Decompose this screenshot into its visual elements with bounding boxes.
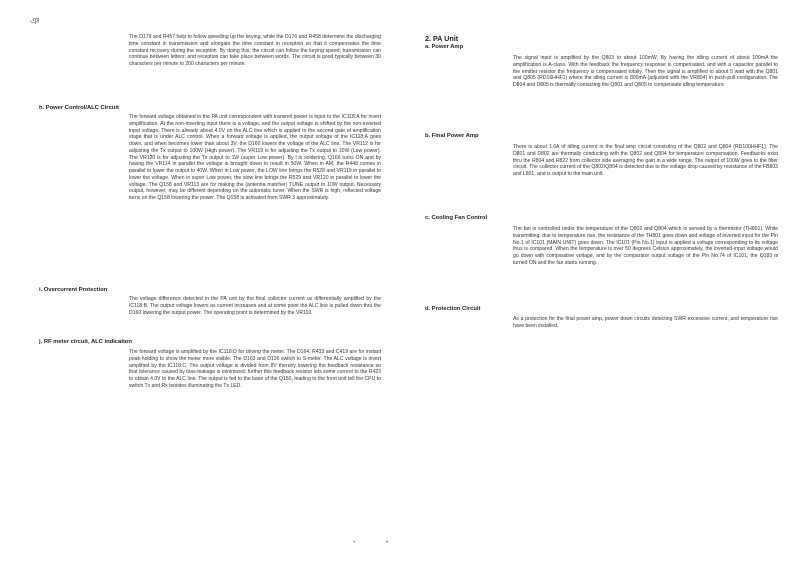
section-body-power-control: The forward voltage obtained in the PA unit correspondent with transmit power is input to the IC118:A for invert amplification. At the non-inverting input there is a voltage, and the output voltage is shifted by the non-inverted input voltage. There is already about 4.0V on the ALC line which is applied to the second gate of amplification stage that is under ALC control. When a forward voltage is applied, the output voltage of the IC118:A goes down, and when becomes lower than about 3V, the D160 lowers the voltage of the ALC line. The VR112 is for adjusting the Tx output to 100W (High power). The VR119 is for adjusting the Tx output to 10W (Low power). The VR120 is for adjusting the Tx output to 1W (super Low power). By l is soldering, Q166 turns ON and by having the VR114 in parallel the voltage is brought down to result in 50W. When in AM, the R448 comes in parallel to lower the output to 40W. When in Low power, the LOW line brings the R528 and VR119 in parallel to lower the voltage. When in super Low power, the slow line brings the R529 and VR120 in parallel to lower the voltage. The Q158 and VR113 are for making the (antenna matcher) TUNE output to 10W output. Necessary output, however, may be different depending on the automatic tuner. When the SWR is high, reflected voltage turns on the Q158 lowering the power. The Q158 is activated from SWR 3 approximately. (129, 114, 381, 201)
section-body-rf-meter: The forward voltage is amplified by the IC118:D for driving the meter. The D164, R433 and C419 are for instant peak-holding to show the meter more visible. The D163 and D136 switch to S-meter. The ALC voltage is invert amplified by the IC118:C. The output voltage is divided from 8V thereby lowering the feedback resistance so that tolerance caused by bias-leakage is minimized; further this feedback resistor lets some current to the R423 to obtain 4.0V to the ALC line. The output is fed to the base of the Q150, leading to the front unit tell the CPU to switch Tx and Rx besides illuminating the Tx LED. (129, 349, 381, 389)
intro-paragraph: The D179 and R457 help to follow speeding up the keying, while the D176 and R458 determine the discharging time constant in transmission and elongate the time constant in reception so that it compensates the time constant recovery during the reception. By doing this, the circuit can follow the keying speed; transmission can continue between letters; and reception can take place between words. The circuit is good typically between 30 characters per minute to 200 characters per minute. (129, 34, 381, 67)
section-heading-overcurrent: i. Overcurrent Protection (39, 287, 108, 293)
section-body-protection: As a protection for the final power amp, power down circuits detecting SWR excessive current, and temperature rise have been installed. (513, 316, 778, 329)
section-heading-protection: d. Protection Circuit (425, 306, 481, 312)
section-body-overcurrent: The voltage difference detected in the PA unit by the final collector current us differentially amplified by the IC118:B. The output voltage lowers as current increases and at some point the ALC line is pulled down thru the D160 lowering the output power. The operating point is determined by the VR110. (129, 296, 381, 316)
section-heading-power-amp: a. Power Amp (425, 44, 464, 50)
section-heading-rf-meter: j. RF meter circuit, ALC indication (39, 339, 132, 345)
section-body-final-power-amp: There is about 1.6A of idling current in the final amp circuit consisting of the Q802 and Q804 (RD100HHF1). The D801 and D802 are thermally conducting with the Q802 and Q804 for temperature compensation. Feedbacks exist thru the R804 and R822 from collector side averaging the gain in a wide range. The output of 100W goes to the filter circuit. The collector current of the Q802/Q804 is detected due to the voltage drop caused by resistance of the FB803 and L801, and is output to the main unit. (513, 144, 778, 177)
corner-mark: ঞ (30, 16, 40, 26)
section-body-cooling-fan: The fan is controlled under the temperature of the Q802 and Q804 which is sensed by a thermistor (TH801). While transmitting, due to temperature rise, the resistance of the TH801 goes down and voltage of inverted input for the Pin No.1 of IC101 (MAIN UNIT) goes down. The IC101 (Pin No.1) input is applied a voltage corresponding to its voltage thus is compared. When the temperature is over 50 degrees Celsius approximately, the inverted-input voltage would go down with comparative voltage, and by the comparator output voltage of the Pin No.74 of IC101, the Q183 is turned ON and the fan starts running. (513, 226, 778, 266)
section-heading-final-power-amp: b. Final Power Amp (425, 133, 479, 139)
section-heading-power-control: h. Power Control/ALC Circuit (39, 105, 119, 111)
section-heading-cooling-fan: c. Cooling Fan Control (425, 215, 488, 221)
footer-mark-left: • (353, 540, 356, 546)
unit-title: 2. PA Unit (425, 34, 459, 43)
section-body-power-amp: The signal input is amplified by the Q803 to about 100mW. By having the idling current of about 100mA the amplification is A-class. With the feedback the frequency response is compensated, and with a capacitor parallel to the emitter resistor the frequency is compensated totally. Then the signal is amplified to about 5 watt with the Q801 and Q805 (RD16HHF1) where the idling current is 800mA (adjusted with the VR804) in push-pull configuration. The D804 and D805 is thermally contacting the Q801 and Q805 to compensate idling temperature. (513, 55, 778, 88)
footer-mark-right: • (386, 540, 389, 546)
